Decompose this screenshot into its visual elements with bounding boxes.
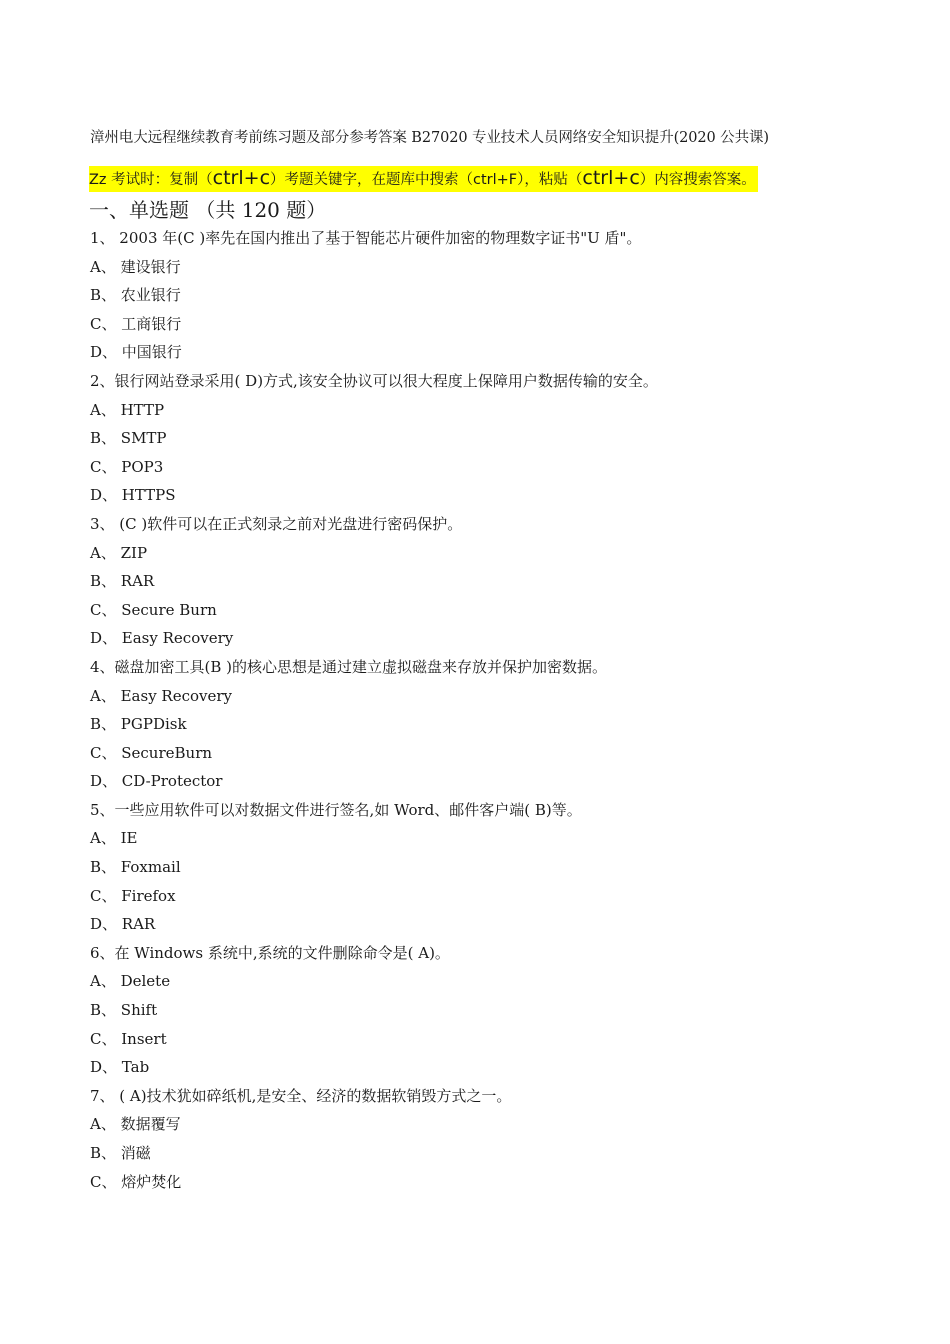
answer-option: C、 工商银行 (90, 314, 182, 333)
answer-option: D、 Tab (90, 1058, 150, 1077)
question-text: 2、银行网站登录采用( D)方式,该安全协议可以很大程度上保障用户数据传输的安全。 (90, 371, 658, 390)
hint-key-copy: ctrl+c (212, 167, 271, 189)
answer-option: C、 Insert (90, 1029, 167, 1048)
answer-option: D、 CD-Protector (90, 772, 223, 791)
question-text: 6、在 Windows 系统中,系统的文件删除命令是( A)。 (90, 943, 450, 962)
question-text: 3、 (C )软件可以在正式刻录之前对光盘进行密码保护。 (90, 514, 463, 533)
question-text: 4、磁盘加密工具(B )的核心思想是通过建立虚拟磁盘来存放并保护加密数据。 (90, 657, 608, 676)
answer-option: D、 Easy Recovery (90, 629, 234, 648)
answer-option: C、 Firefox (90, 886, 176, 905)
answer-option: C、 POP3 (90, 457, 164, 476)
answer-option: A、 Easy Recovery (90, 686, 233, 705)
answer-option: A、 建设银行 (90, 257, 181, 276)
question-list (90, 224, 910, 1196)
answer-option: B、 消磁 (90, 1144, 151, 1162)
document-title: 漳州电大远程继续教育考前练习题及部分参考答案 B27020 专业技术人员网络安全知识提升(2020 公共课) (90, 130, 769, 146)
answer-option: C、 Secure Burn (90, 600, 217, 619)
answer-option: C、 熔炉焚化 (90, 1172, 182, 1191)
hint-key-paste: ctrl+c (582, 167, 640, 189)
answer-option: B、 Foxmail (90, 858, 181, 877)
answer-option: B、 RAR (90, 572, 155, 591)
answer-option: B、 PGPDisk (90, 715, 187, 734)
hint-text-3: ）内容搜索答案。 (639, 172, 756, 188)
answer-option: A、 ZIP (90, 543, 148, 562)
answer-option: A、 HTTP (90, 400, 165, 419)
hint-text-1: Zz 考试时：复制（ (89, 172, 213, 188)
answer-option: B、 SMTP (90, 429, 167, 448)
search-hint-highlight (89, 166, 758, 192)
section-title: 一、单选题 （共 120 题） (89, 198, 327, 222)
answer-option: B、 农业银行 (90, 286, 181, 305)
answer-option: A、 数据覆写 (90, 1115, 181, 1134)
answer-option: B、 Shift (90, 1001, 158, 1020)
question-text: 7、 ( A)技术犹如碎纸机,是安全、经济的数据软销毁方式之一。 (90, 1086, 512, 1105)
answer-option: D、 RAR (90, 915, 156, 934)
answer-option: D、 HTTPS (90, 486, 176, 505)
question-text: 1、 2003 年(C )率先在国内推出了基于智能芯片硬件加密的物理数字证书"U 盾"。 (90, 229, 642, 247)
answer-option: A、 IE (90, 829, 138, 848)
answer-option: A、 Delete (90, 972, 171, 991)
answer-option: D、 中国银行 (90, 343, 182, 362)
answer-option: C、 SecureBurn (90, 743, 213, 762)
hint-text-2: ）考题关键字，在题库中搜索（ctrl+F），粘贴（ (270, 172, 583, 188)
question-text: 5、一些应用软件可以对数据文件进行签名,如 Word、邮件客户端( B)等。 (90, 800, 582, 819)
